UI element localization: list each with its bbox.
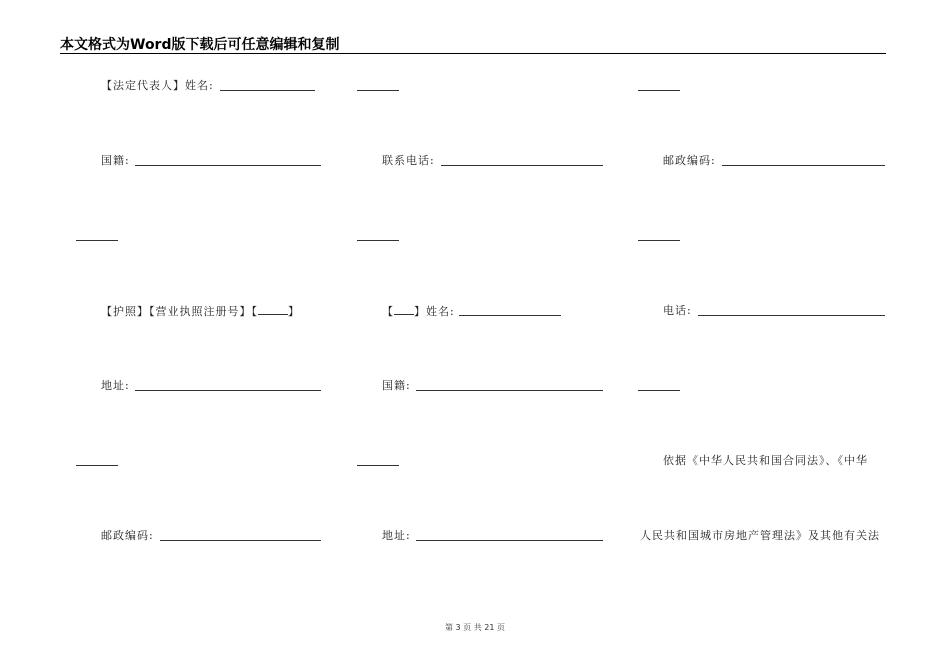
address-label: 地址: <box>382 529 411 542</box>
passport-close-bracket: 】 <box>288 305 300 318</box>
page-header-title: 本文格式为Word版下载后可任意编辑和复制 <box>60 37 340 53</box>
phone-field[interactable] <box>698 315 885 316</box>
blank-line[interactable] <box>357 465 399 466</box>
contact-phone-label: 联系电话: <box>382 154 435 167</box>
phone-label: 电话: <box>663 304 692 317</box>
blank-line[interactable] <box>76 240 118 241</box>
party-name-field[interactable] <box>459 315 561 316</box>
contact-phone-field[interactable] <box>441 165 603 166</box>
postal-code-label: 邮政编码: <box>101 529 154 542</box>
passport-label-text: 【护照】【营业执照注册号】【 <box>101 305 258 318</box>
nationality-field[interactable] <box>135 165 321 166</box>
name-label-text: 】姓名: <box>414 305 455 318</box>
header-rule <box>60 53 886 54</box>
party-type-blank[interactable] <box>394 304 414 315</box>
legal-rep-name-label: 【法定代表人】姓名: <box>101 79 214 92</box>
law-basis-text-line1: 依据《中华人民共和国合同法》、《中华 <box>663 454 868 467</box>
address-field[interactable] <box>416 540 603 541</box>
party-name-label <box>382 304 455 319</box>
nationality-label: 国籍: <box>382 379 411 392</box>
blank-line[interactable] <box>638 240 680 241</box>
postal-code-label: 邮政编码: <box>663 154 716 167</box>
address-field[interactable] <box>135 390 321 391</box>
page-number: 第 3 页 共 21 页 <box>445 623 505 632</box>
law-basis-text-line2: 人民共和国城市房地产管理法》及其他有关法 <box>640 529 880 542</box>
postal-code-field[interactable] <box>722 165 885 166</box>
blank-line[interactable] <box>638 390 680 391</box>
nationality-label: 国籍: <box>101 154 130 167</box>
legal-rep-name-field[interactable] <box>220 90 315 91</box>
blank-line[interactable] <box>76 465 118 466</box>
blank-line[interactable] <box>638 90 680 91</box>
passport-blank[interactable] <box>258 304 288 315</box>
nationality-field[interactable] <box>416 390 603 391</box>
passport-license-label <box>101 304 300 319</box>
bracket-open: 【 <box>382 305 394 318</box>
blank-line[interactable] <box>357 240 399 241</box>
postal-code-field[interactable] <box>160 540 321 541</box>
blank-line[interactable] <box>357 90 399 91</box>
address-label: 地址: <box>101 379 130 392</box>
